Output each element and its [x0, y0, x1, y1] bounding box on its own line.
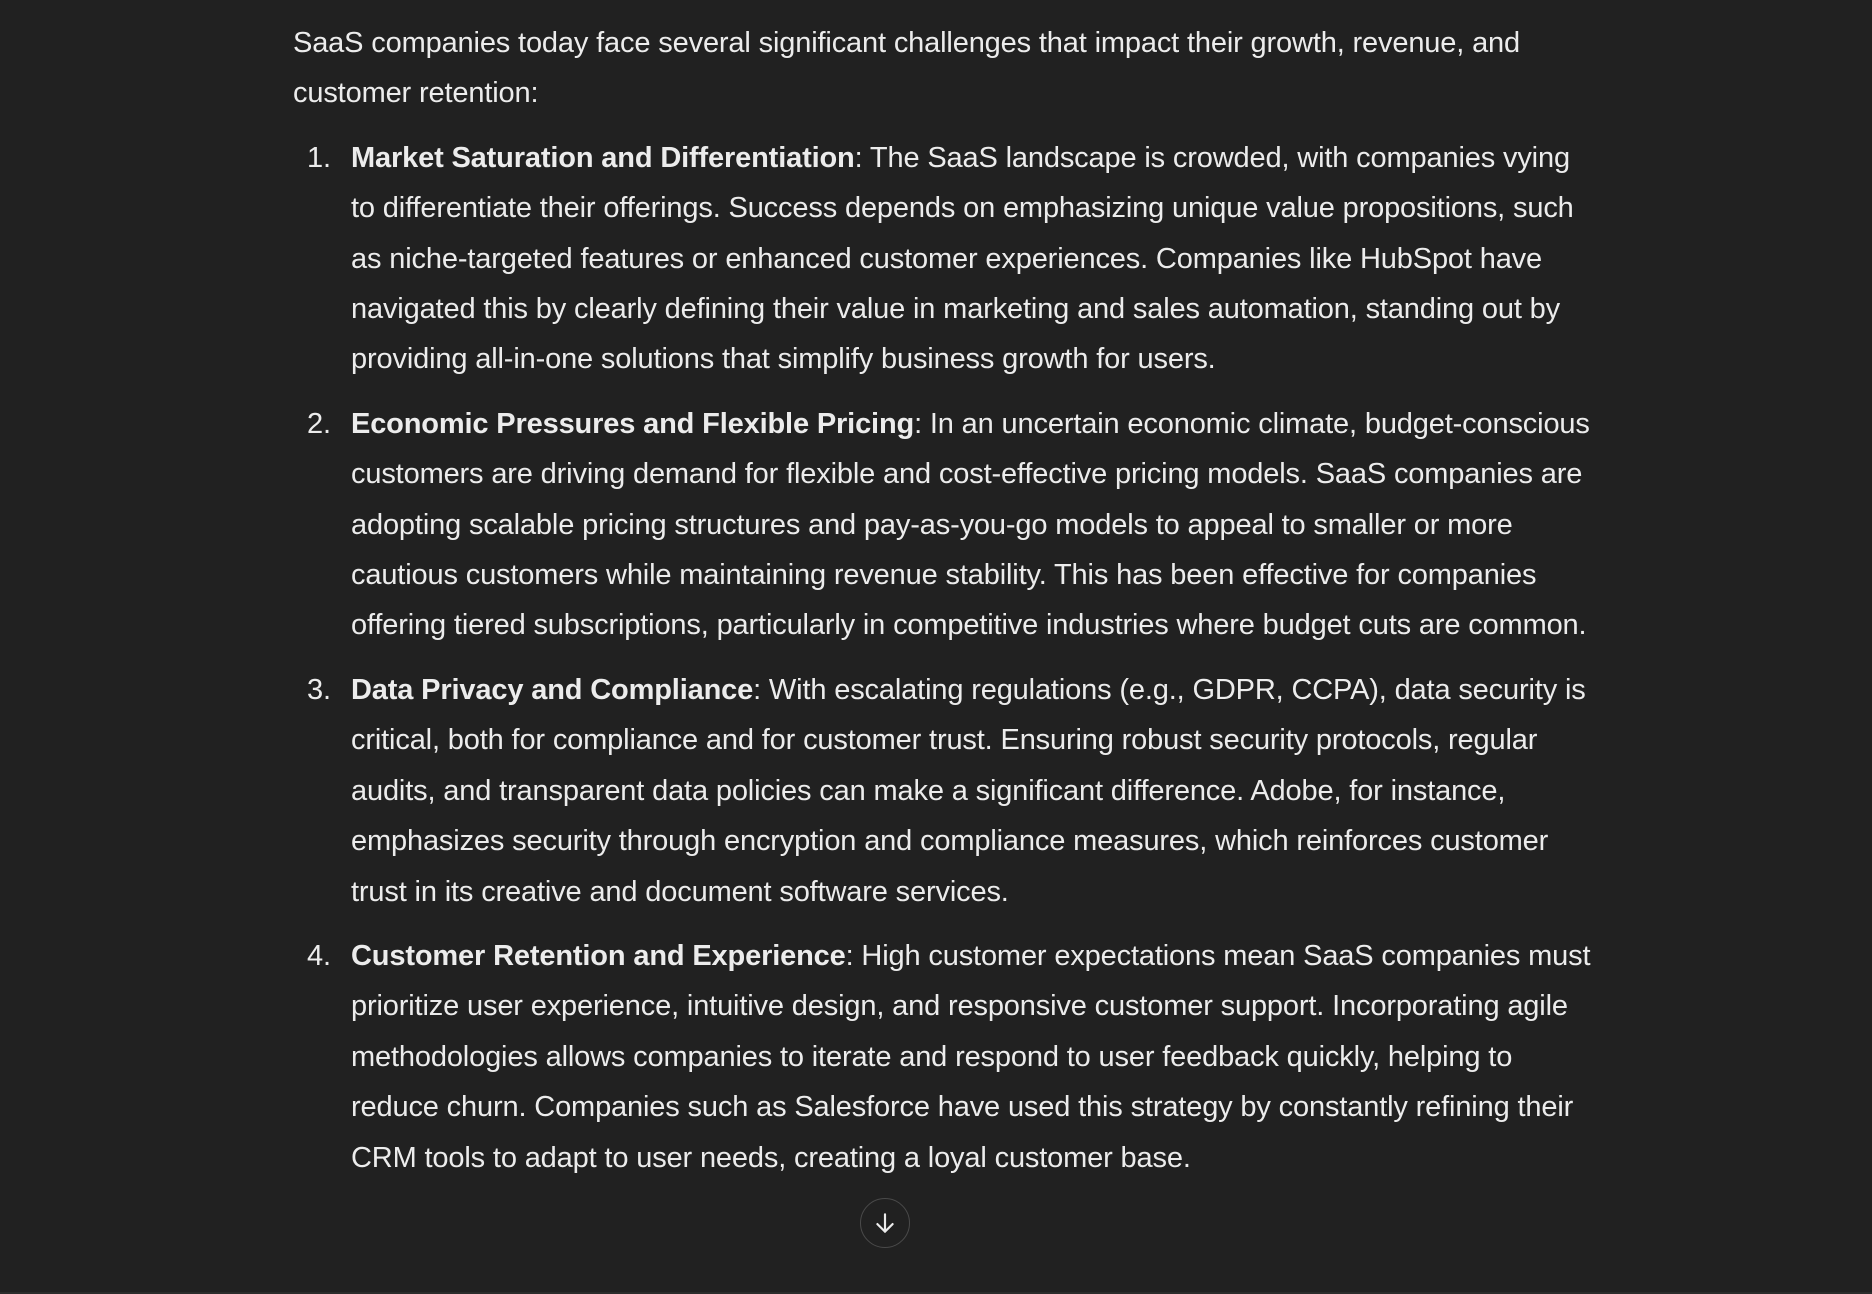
list-item-number: 2. — [307, 407, 331, 440]
list-item-text: : In an uncertain economic climate, budget-conscious customers are driving demand for flexible and cost-effective pricing models. SaaS companies are adopting scalable pricing structures and pay-as-you-go models to appeal to smaller or more cautious customers while maintaining revenue stability. This has been effective for companies offering tiered subscriptions, particularly in competitive industries where budget cuts are common. — [351, 407, 1590, 642]
list-item-title: Economic Pressures and Flexible Pricing — [351, 407, 915, 440]
list-item — [293, 399, 1593, 651]
list-item-text: : High customer expectations mean SaaS companies must prioritize user experience, intuitive design, and responsive customer support. Incorporating agile methodologies allows companies to iterate and respond to user feedback quickly, helping to reduce churn. Companies such as Salesforce have used this strategy by constantly refining their CRM tools to adapt to user needs, creating a loyal customer base. — [351, 939, 1591, 1174]
list-item-title: Market Saturation and Differentiation — [351, 141, 855, 174]
challenges-list — [293, 133, 1593, 1183]
scroll-to-bottom-button[interactable] — [860, 1198, 910, 1248]
list-item-number: 4. — [307, 939, 331, 972]
list-item-number: 1. — [307, 141, 331, 174]
list-item-number: 3. — [307, 673, 331, 706]
message-intro: SaaS companies today face several significant challenges that impact their growth, revenue, and customer retention: — [293, 27, 1521, 110]
list-item — [293, 665, 1593, 917]
arrow-down-icon — [872, 1210, 898, 1236]
list-item-title: Customer Retention and Experience — [351, 939, 846, 972]
list-item — [293, 133, 1593, 385]
assistant-message — [293, 18, 1593, 1197]
list-item-text: : The SaaS landscape is crowded, with companies vying to differentiate their offerings. Success depends on emphasizing unique value propositions, such as niche-targeted features or enhanced customer experiences. Companies like HubSpot have navigated this by clearly defining their value in marketing and sales automation, standing out by providing all-in-one solutions that simplify business growth for users. — [351, 141, 1574, 376]
list-item-title: Data Privacy and Compliance — [351, 673, 754, 706]
list-item — [293, 931, 1593, 1183]
list-item-text: : With escalating regulations (e.g., GDPR, CCPA), data security is critical, both for compliance and for customer trust. Ensuring robust security protocols, regular audits, and transparent data policies can make a significant difference. Adobe, for instance, emphasizes security through encryption and compliance measures, which reinforces customer trust in its creative and document software services. — [351, 673, 1586, 908]
